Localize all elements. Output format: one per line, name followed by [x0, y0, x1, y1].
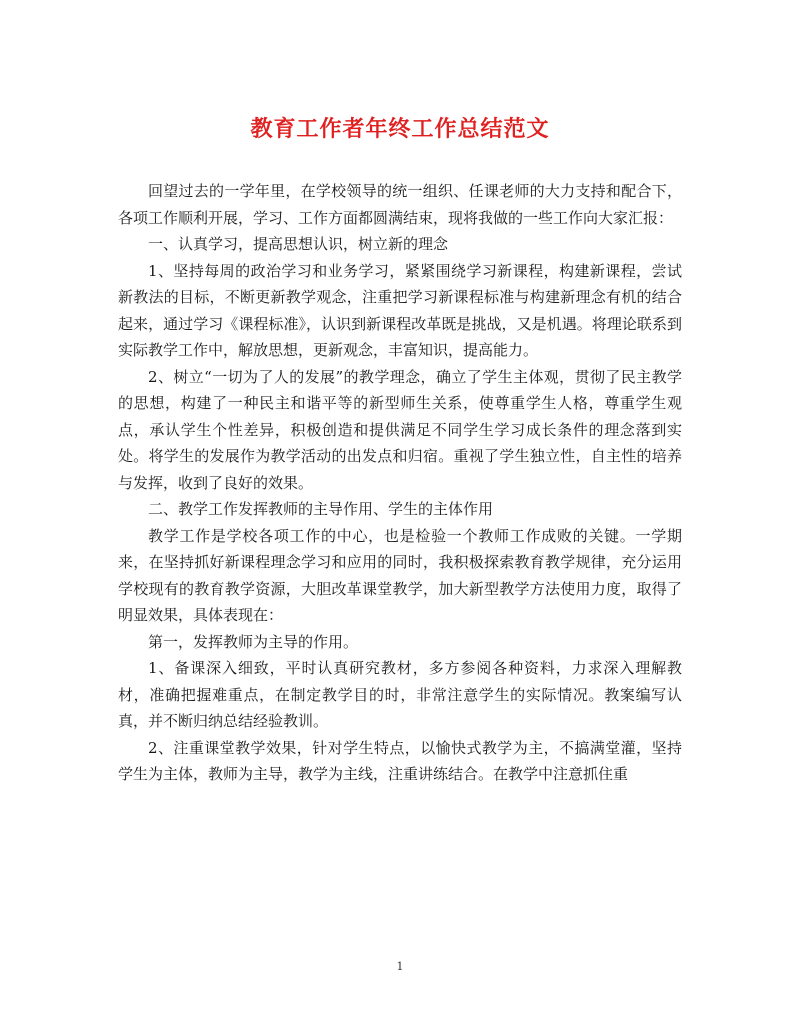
paragraph: 2、树立“一切为了人的发展”的教学理念，确立了学生主体观，贯彻了民主教学的思想，构建了一种民主和谐平等的新型师生关系，使尊重学生人格，尊重学生观点，承认学生个性差异，积极创造和提供满足不同学生学习成长条件的理念落到实处。将学生的发展作为教学活动的出发点和归宿。重视了学生独立性，自主性的培养与发挥，收到了良好的效果。 — [118, 367, 682, 492]
paragraph: 1、备课深入细致，平时认真研究教材，多方参阅各种资料，力求深入理解教材，准确把握难重点，在制定教学目的时，非常注意学生的实际情况。教案编写认真，并不断归纳总结经验教训。 — [118, 659, 682, 730]
section-heading-1: 一、认真学习，提高思想认识，树立新的理念 — [148, 235, 449, 253]
document-body — [118, 178, 682, 788]
paragraph-intro: 回望过去的一学年里，在学校领导的统一组织、任课老师的大力支持和配合下，各项工作顺利开展，学习、工作方面都圆满结束，现将我做的一些工作向大家汇报： — [118, 182, 682, 227]
page-number: 1 — [396, 960, 404, 973]
section-heading-2: 二、教学工作发挥教师的主导作用、学生的主体作用 — [148, 500, 494, 518]
paragraph: 2、注重课堂教学效果，针对学生特点，以愉快式教学为主，不搞满堂灌，坚持学生为主体，教师为主导，教学为主线，注重讲练结合。在教学中注意抓住重 — [118, 738, 682, 783]
paragraph: 教学工作是学校各项工作的中心，也是检验一个教师工作成败的关键。一学期来，在坚持抓好新课程理念学习和应用的同时，我积极探索教育教学规律，充分运用学校现有的教育教学资源，大胆改革课堂教学，加大新型教学方法使用力度，取得了明显效果，具体表现在： — [118, 526, 682, 624]
document-title: 教育工作者年终工作总结范文 — [250, 116, 550, 142]
paragraph: 1、坚持每周的政治学习和业务学习，紧紧围绕学习新课程，构建新课程，尝试新教法的目标，不断更新教学观念，注重把学习新课程标准与构建新理念有机的结合起来，通过学习《课程标准》，认识到新课程改革既是挑战，又是机遇。将理论联系到实际教学工作中，解放思想，更新观念，丰富知识，提高能力。 — [118, 261, 682, 359]
subsection-heading: 第一，发挥教师为主导的作用。 — [148, 632, 359, 651]
